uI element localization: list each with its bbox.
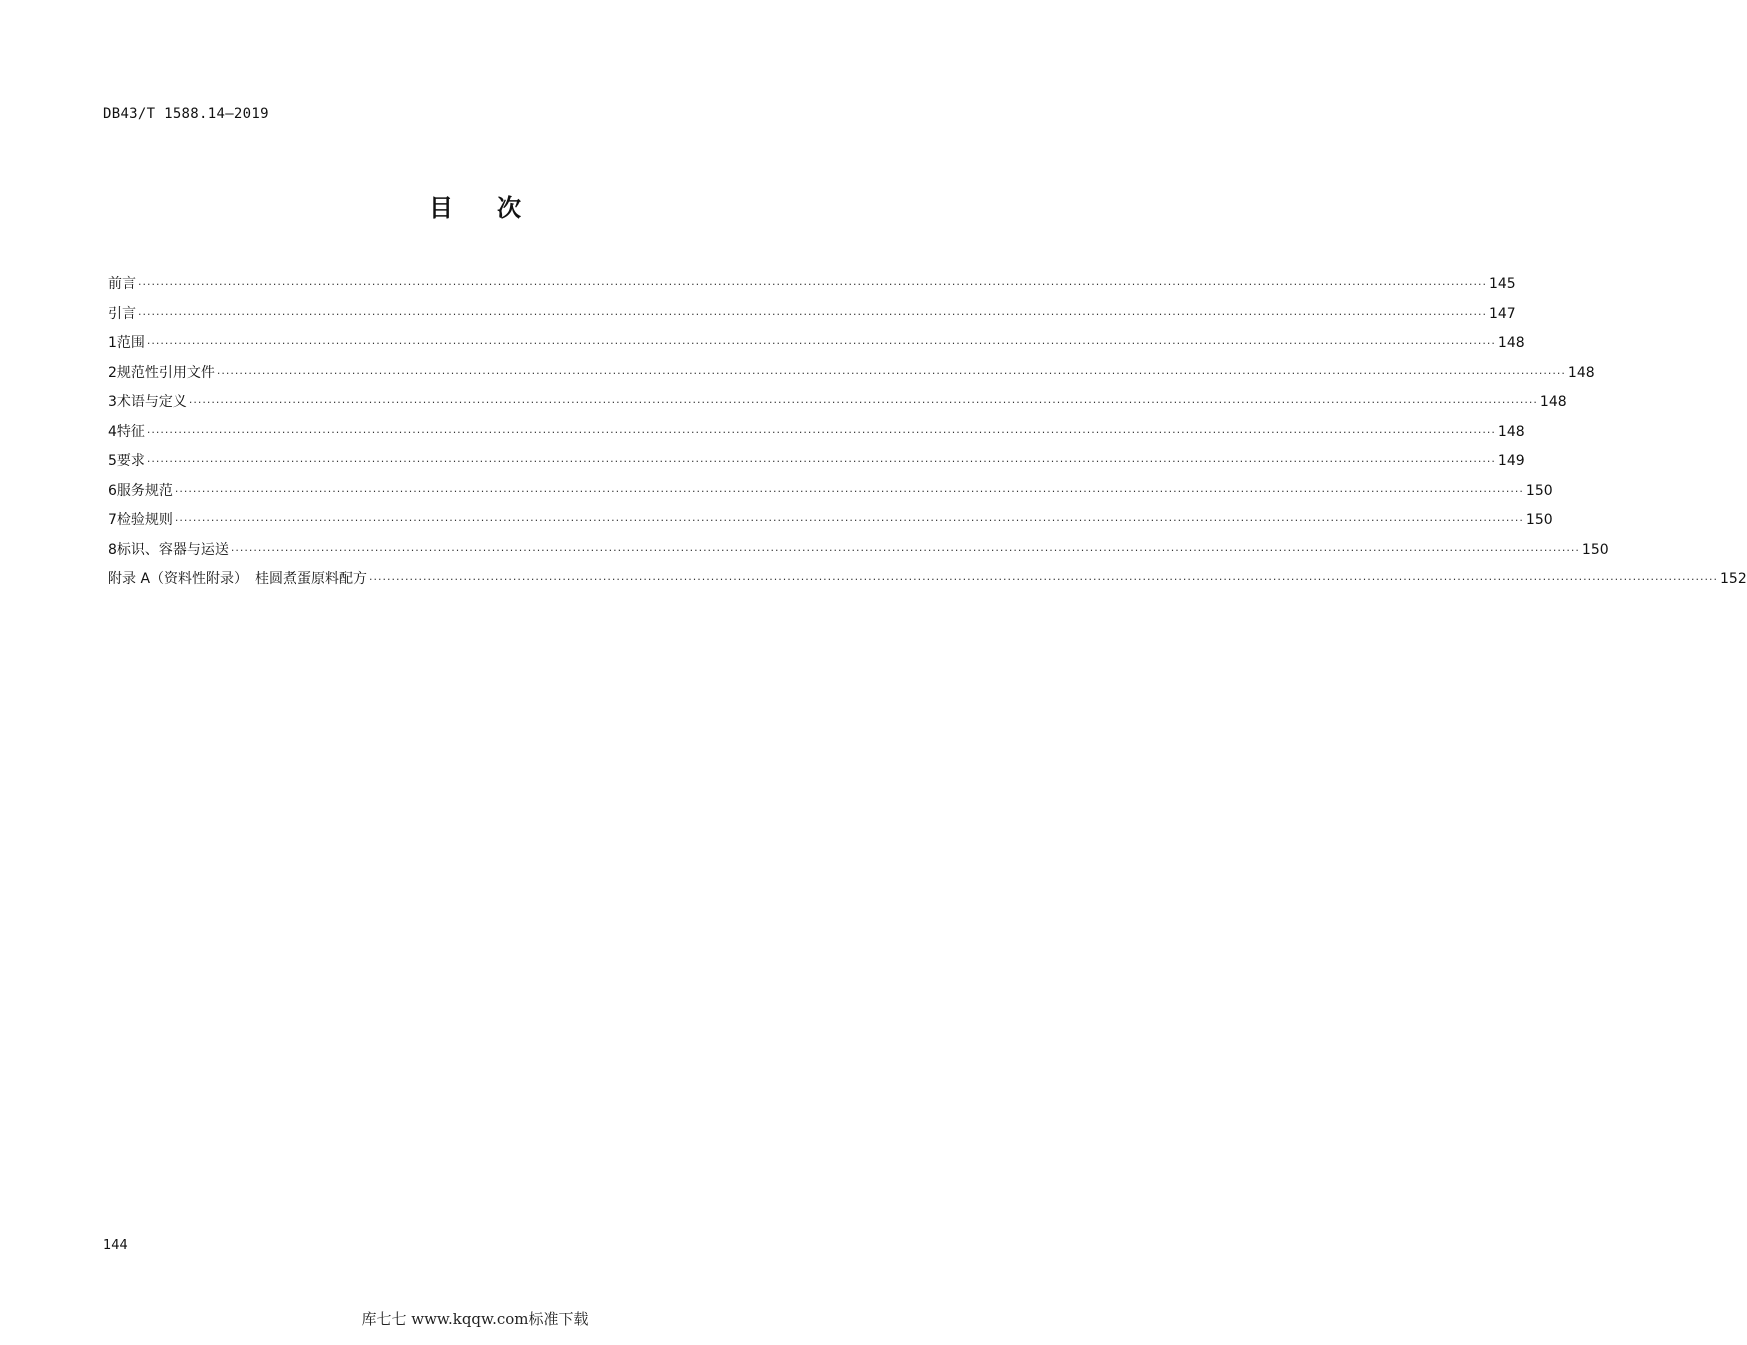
page-number: 144 xyxy=(103,1238,128,1253)
toc-entry-number: 5 xyxy=(108,453,117,469)
toc-entry-text: 特征 xyxy=(116,423,145,440)
toc-entry-text: 标识、容器与运送 xyxy=(116,541,229,558)
page-title xyxy=(0,188,950,223)
toc-entry-number: 8 xyxy=(108,541,117,558)
toc-entry-6[interactable] xyxy=(108,480,1553,510)
toc-entry-number: 4 xyxy=(108,423,117,440)
toc-leader-dots: ············································································································································································································································································································ xyxy=(216,366,1566,380)
toc-entry-text: 检验规则 xyxy=(116,512,173,528)
toc-entry-page: 152 xyxy=(1720,571,1747,587)
toc-entry-text: 附录 A（资料性附录） 桂圆煮蛋原料配方 xyxy=(108,571,368,587)
toc-leader-dots: ············································································································································································································································································································ xyxy=(146,455,1496,468)
toc-entry-3[interactable] xyxy=(108,391,1567,421)
toc-leader-dots: ············································································································································································································································································································ xyxy=(369,573,1719,586)
toc-entry-text: 前言 xyxy=(108,276,136,292)
title-char-2: 次 xyxy=(497,194,521,222)
toc-entry-5[interactable] xyxy=(108,450,1525,480)
toc-entry-text: 引言 xyxy=(108,305,136,322)
toc-entry-introduction[interactable] xyxy=(108,303,1516,333)
toc-entry-2[interactable] xyxy=(108,362,1595,392)
toc-leader-dots: ············································································································································································································································································································ xyxy=(146,337,1496,350)
toc-entry-7[interactable] xyxy=(108,509,1553,539)
toc-leader-dots: ············································································································································································································································································································ xyxy=(146,425,1496,439)
toc-entry-page: 150 xyxy=(1525,482,1553,499)
toc-entry-number: 6 xyxy=(108,482,117,499)
toc-entry-number: 1 xyxy=(108,335,117,351)
toc-entry-page: 148 xyxy=(1497,423,1525,440)
standard-code: DB43/T 1588.14—2019 xyxy=(103,106,269,122)
toc-leader-dots: ············································································································································································································································································································ xyxy=(230,543,1580,557)
toc-entry-text: 规范性引用文件 xyxy=(116,364,215,381)
toc-entry-text: 术语与定义 xyxy=(116,394,187,410)
toc-entry-1[interactable] xyxy=(108,332,1525,362)
toc-entry-appendix-a[interactable] xyxy=(108,568,1747,598)
toc-entry-page: 147 xyxy=(1488,305,1516,322)
toc-entry-foreword[interactable] xyxy=(108,273,1516,303)
toc-entry-text: 范围 xyxy=(116,335,145,351)
toc-leader-dots: ············································································································································································································································································································ xyxy=(174,484,1524,498)
toc-leader-dots: ············································································································································································································································································································ xyxy=(138,278,1487,291)
toc-entry-page: 150 xyxy=(1581,541,1609,558)
toc-entry-4[interactable] xyxy=(108,421,1525,451)
toc-leader-dots: ············································································································································································································································································································ xyxy=(188,396,1538,409)
toc-entry-page: 148 xyxy=(1497,335,1525,351)
toc-entry-number: 3 xyxy=(108,394,117,410)
toc-entry-page: 148 xyxy=(1539,394,1567,410)
toc-entry-number: 7 xyxy=(108,512,117,528)
toc-entry-text: 服务规范 xyxy=(116,482,173,499)
toc-entry-page: 148 xyxy=(1567,364,1595,381)
toc-entry-number: 2 xyxy=(108,364,117,381)
footer-watermark: 库七七 www.kqqw.com标准下载 xyxy=(361,1310,589,1328)
toc-leader-dots: ············································································································································································································································································································ xyxy=(174,514,1524,527)
toc-entry-text: 要求 xyxy=(116,453,145,469)
toc-entry-page: 149 xyxy=(1497,453,1525,469)
toc-entry-page: 150 xyxy=(1525,512,1553,528)
table-of-contents xyxy=(108,273,1747,598)
title-char-1: 目 xyxy=(429,194,453,222)
toc-entry-page: 145 xyxy=(1488,276,1516,292)
toc-leader-dots: ············································································································································································································································································································ xyxy=(138,307,1487,321)
toc-entry-8[interactable] xyxy=(108,539,1609,569)
